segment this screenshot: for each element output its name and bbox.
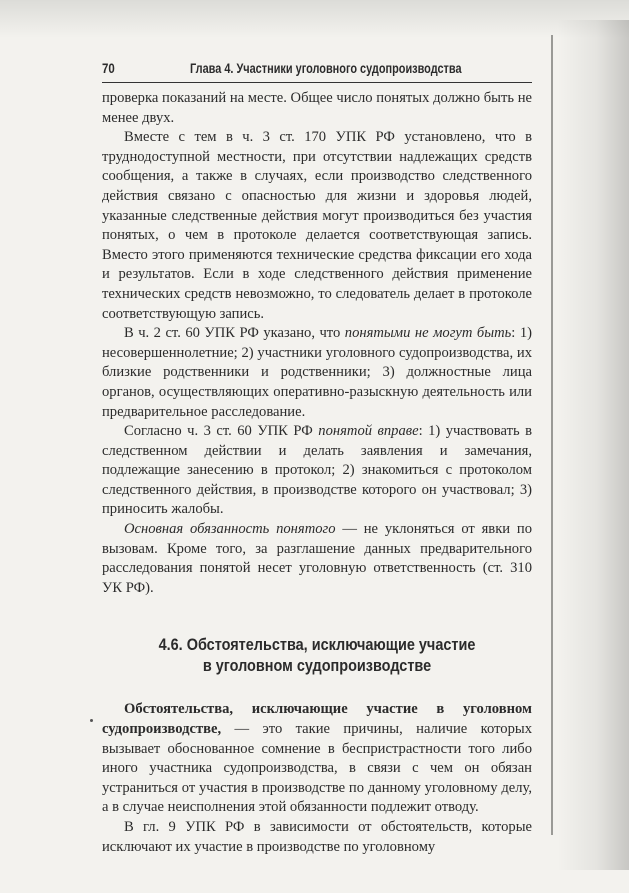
- book-page: [102, 58, 532, 857]
- paragraph-4-post: : 1) участвовать в следственном действии и делать заявления и замечания, подлежащие занесению в протокол; 2) знакомиться с протоколом следственного действия, в производстве которого он участвовал; 3) приносить жалобы.: [102, 423, 533, 518]
- paragraph-5-emphasis: Основная обязанность понятого: [124, 521, 336, 538]
- paragraph-2: Вместе с тем в ч. 3 ст. 170 УПК РФ установлено, что в труднодоступной местности, при отсутствии надлежащих средств сообщения, а также в случаях, если производство следственного действия связано с опасностью для жизни и здоровья людей, указанные следственные действия могут производиться без участия понятых, о чем в протоколе делается соответствующая запись. Вместо этого применяются технические средства фиксации его хода и результатов. Если в ходе следственного действия применение технических средств невозможно, то следователь делает в протоколе соответствующую запись.: [102, 129, 532, 322]
- scan-speck: [90, 719, 93, 722]
- paragraph-3-post: : 1) несовершеннолетние; 2) участники уголовного судопроизводства, их близкие родственники и родственники; 3) должностные лица органов, осуществляющих оперативно-разыскную деятельность или предварительное расследование.: [102, 325, 532, 420]
- section-paragraph-1-term: Обстоятельства, исключающие участие в уголовном судопроизводстве,: [102, 701, 532, 738]
- section-heading-line-2: в уголовном судопроизводстве: [202, 656, 432, 676]
- paragraph-3-pre: В ч. 2 ст. 60 УПК РФ указано, что: [124, 325, 345, 342]
- running-title: Глава 4. Участники уголовного судопроизводства: [190, 60, 462, 76]
- paragraph-4: [102, 422, 532, 520]
- section-paragraph-1-post: — это такие причины, наличие которых вызывает обоснованное сомнение в беспристрастности того либо иного участника судопроизводства, в связи с чем он обязан устраниться от участия в производстве по данному уголовному делу, а в случае неисполнения этой обязанности подлежит отводу.: [102, 721, 532, 816]
- page-header: [102, 58, 532, 83]
- page-number: 70: [102, 60, 115, 76]
- paragraph-4-pre: Согласно ч. 3 ст. 60 УПК РФ: [124, 423, 319, 440]
- paragraph-3: [102, 324, 532, 422]
- section-heading: [134, 634, 500, 676]
- paragraph-4-emphasis: понятой вправе: [318, 423, 419, 440]
- paragraph-5: [102, 520, 532, 598]
- paragraph-3-emphasis: понятыми не могут быть: [344, 325, 512, 342]
- book-edge-shadow: [557, 20, 629, 870]
- page-body: [102, 89, 532, 857]
- scan-shadow: [0, 0, 629, 38]
- book-edge-line: [551, 35, 553, 835]
- section-paragraph-2: В гл. 9 УПК РФ в зависимости от обстоятельств, которые исключают их участие в производстве по уголовному: [102, 819, 532, 855]
- section-paragraph-1: [102, 700, 532, 818]
- paragraph-1: проверка показаний на месте. Общее число понятых должно быть не менее двух.: [102, 90, 532, 126]
- section-heading-line-1: 4.6. Обстоятельства, исключающие участие: [158, 635, 476, 655]
- paragraph-5-post: — не уклоняться от явки по вызовам. Кроме того, за разглашение данных предварительного расследования понятой несет уголовную ответственность (ст. 310 УК РФ).: [102, 521, 533, 596]
